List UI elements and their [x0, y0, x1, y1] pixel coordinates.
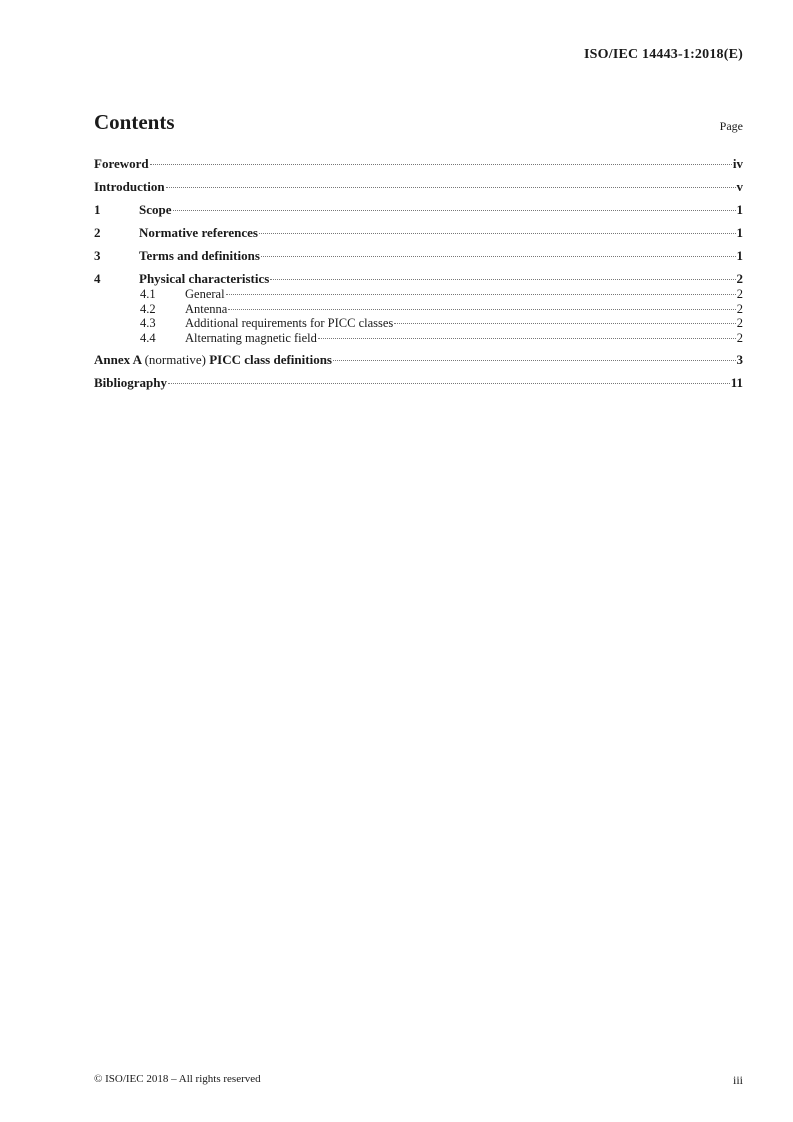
toc-page-number: 3	[736, 352, 743, 367]
toc-entry-text: Alternating magnetic field	[185, 330, 317, 345]
dot-leader	[333, 360, 736, 361]
toc-section-number: 1	[94, 202, 101, 217]
toc-entry-text: General	[185, 287, 225, 301]
footer-page-number: iii	[732, 1073, 743, 1087]
dot-leader	[270, 279, 735, 280]
toc-entry-introduction[interactable]	[94, 178, 743, 195]
toc-page-number: v	[736, 179, 743, 194]
toc-section-number: 4	[94, 271, 101, 286]
contents-title: Contents	[94, 110, 175, 134]
toc-subsection-number: 4.2	[140, 301, 156, 316]
page-column-label: Page	[719, 119, 743, 133]
toc-entry-text: Foreword	[94, 156, 149, 171]
toc-page-number: 2	[736, 301, 743, 316]
document-id: ISO/IEC 14443-1:2018(E)	[584, 47, 743, 62]
toc-page-number: 1	[736, 248, 743, 263]
toc-entry-scope[interactable]	[94, 201, 743, 218]
toc-page-number: 2	[736, 271, 743, 286]
toc-entry-text: Physical characteristics	[139, 271, 270, 286]
dot-leader	[226, 294, 736, 295]
dot-leader	[228, 309, 735, 310]
dot-leader	[394, 323, 735, 324]
toc-entry-text	[94, 351, 332, 368]
contents-header	[94, 110, 743, 140]
dot-leader	[259, 233, 736, 234]
toc-entry-text: Additional requirements for PICC classes	[185, 316, 394, 330]
toc-subentry-additional-requirements[interactable]	[94, 316, 743, 331]
dot-leader	[168, 383, 730, 384]
dot-leader	[173, 210, 736, 211]
toc-page-number: 2	[736, 316, 743, 330]
toc-entry-bibliography[interactable]	[94, 374, 743, 391]
toc-entry-physical-characteristics[interactable]	[94, 270, 743, 287]
dot-leader	[318, 338, 736, 339]
dot-leader	[166, 187, 736, 188]
toc-entry-annex-a[interactable]	[94, 351, 743, 368]
toc-section-number: 2	[94, 225, 101, 240]
toc-page-number: 11	[730, 375, 743, 390]
toc-subsection-number: 4.3	[140, 316, 156, 330]
toc-subentry-antenna[interactable]	[94, 302, 743, 317]
toc-subentry-general[interactable]	[94, 287, 743, 302]
toc-subentry-alternating-magnetic-field[interactable]	[94, 331, 743, 346]
toc-subsection-number: 4.4	[140, 330, 156, 345]
toc-page-number: 1	[736, 202, 743, 217]
annex-title: PICC class definitions	[209, 352, 332, 367]
dot-leader	[261, 256, 736, 257]
toc-entry-text: Introduction	[94, 179, 165, 194]
toc-entry-text: Bibliography	[94, 375, 167, 390]
copyright-notice: © ISO/IEC 2018 – All rights reserved	[94, 1073, 261, 1085]
toc-entry-text: Antenna	[185, 301, 228, 316]
annex-prefix: Annex A	[94, 352, 142, 367]
toc-entry-text: Scope	[139, 202, 172, 217]
toc-entry-text: Normative references	[139, 225, 258, 240]
toc-entry-terms-and-definitions[interactable]	[94, 247, 743, 264]
toc-page-number: 2	[736, 330, 743, 345]
dot-leader	[150, 164, 732, 165]
toc-subsection-number: 4.1	[140, 287, 156, 301]
toc-page-number: 1	[736, 225, 743, 240]
toc-page-number: iv	[732, 156, 743, 171]
toc-entry-normative-references[interactable]	[94, 224, 743, 241]
toc-entry-text: Terms and definitions	[139, 248, 260, 263]
annex-qualifier: (normative)	[144, 352, 206, 367]
toc-entry-foreword[interactable]	[94, 155, 743, 172]
toc-section-number: 3	[94, 248, 101, 263]
toc-page-number: 2	[736, 287, 743, 301]
table-of-contents	[94, 155, 743, 391]
